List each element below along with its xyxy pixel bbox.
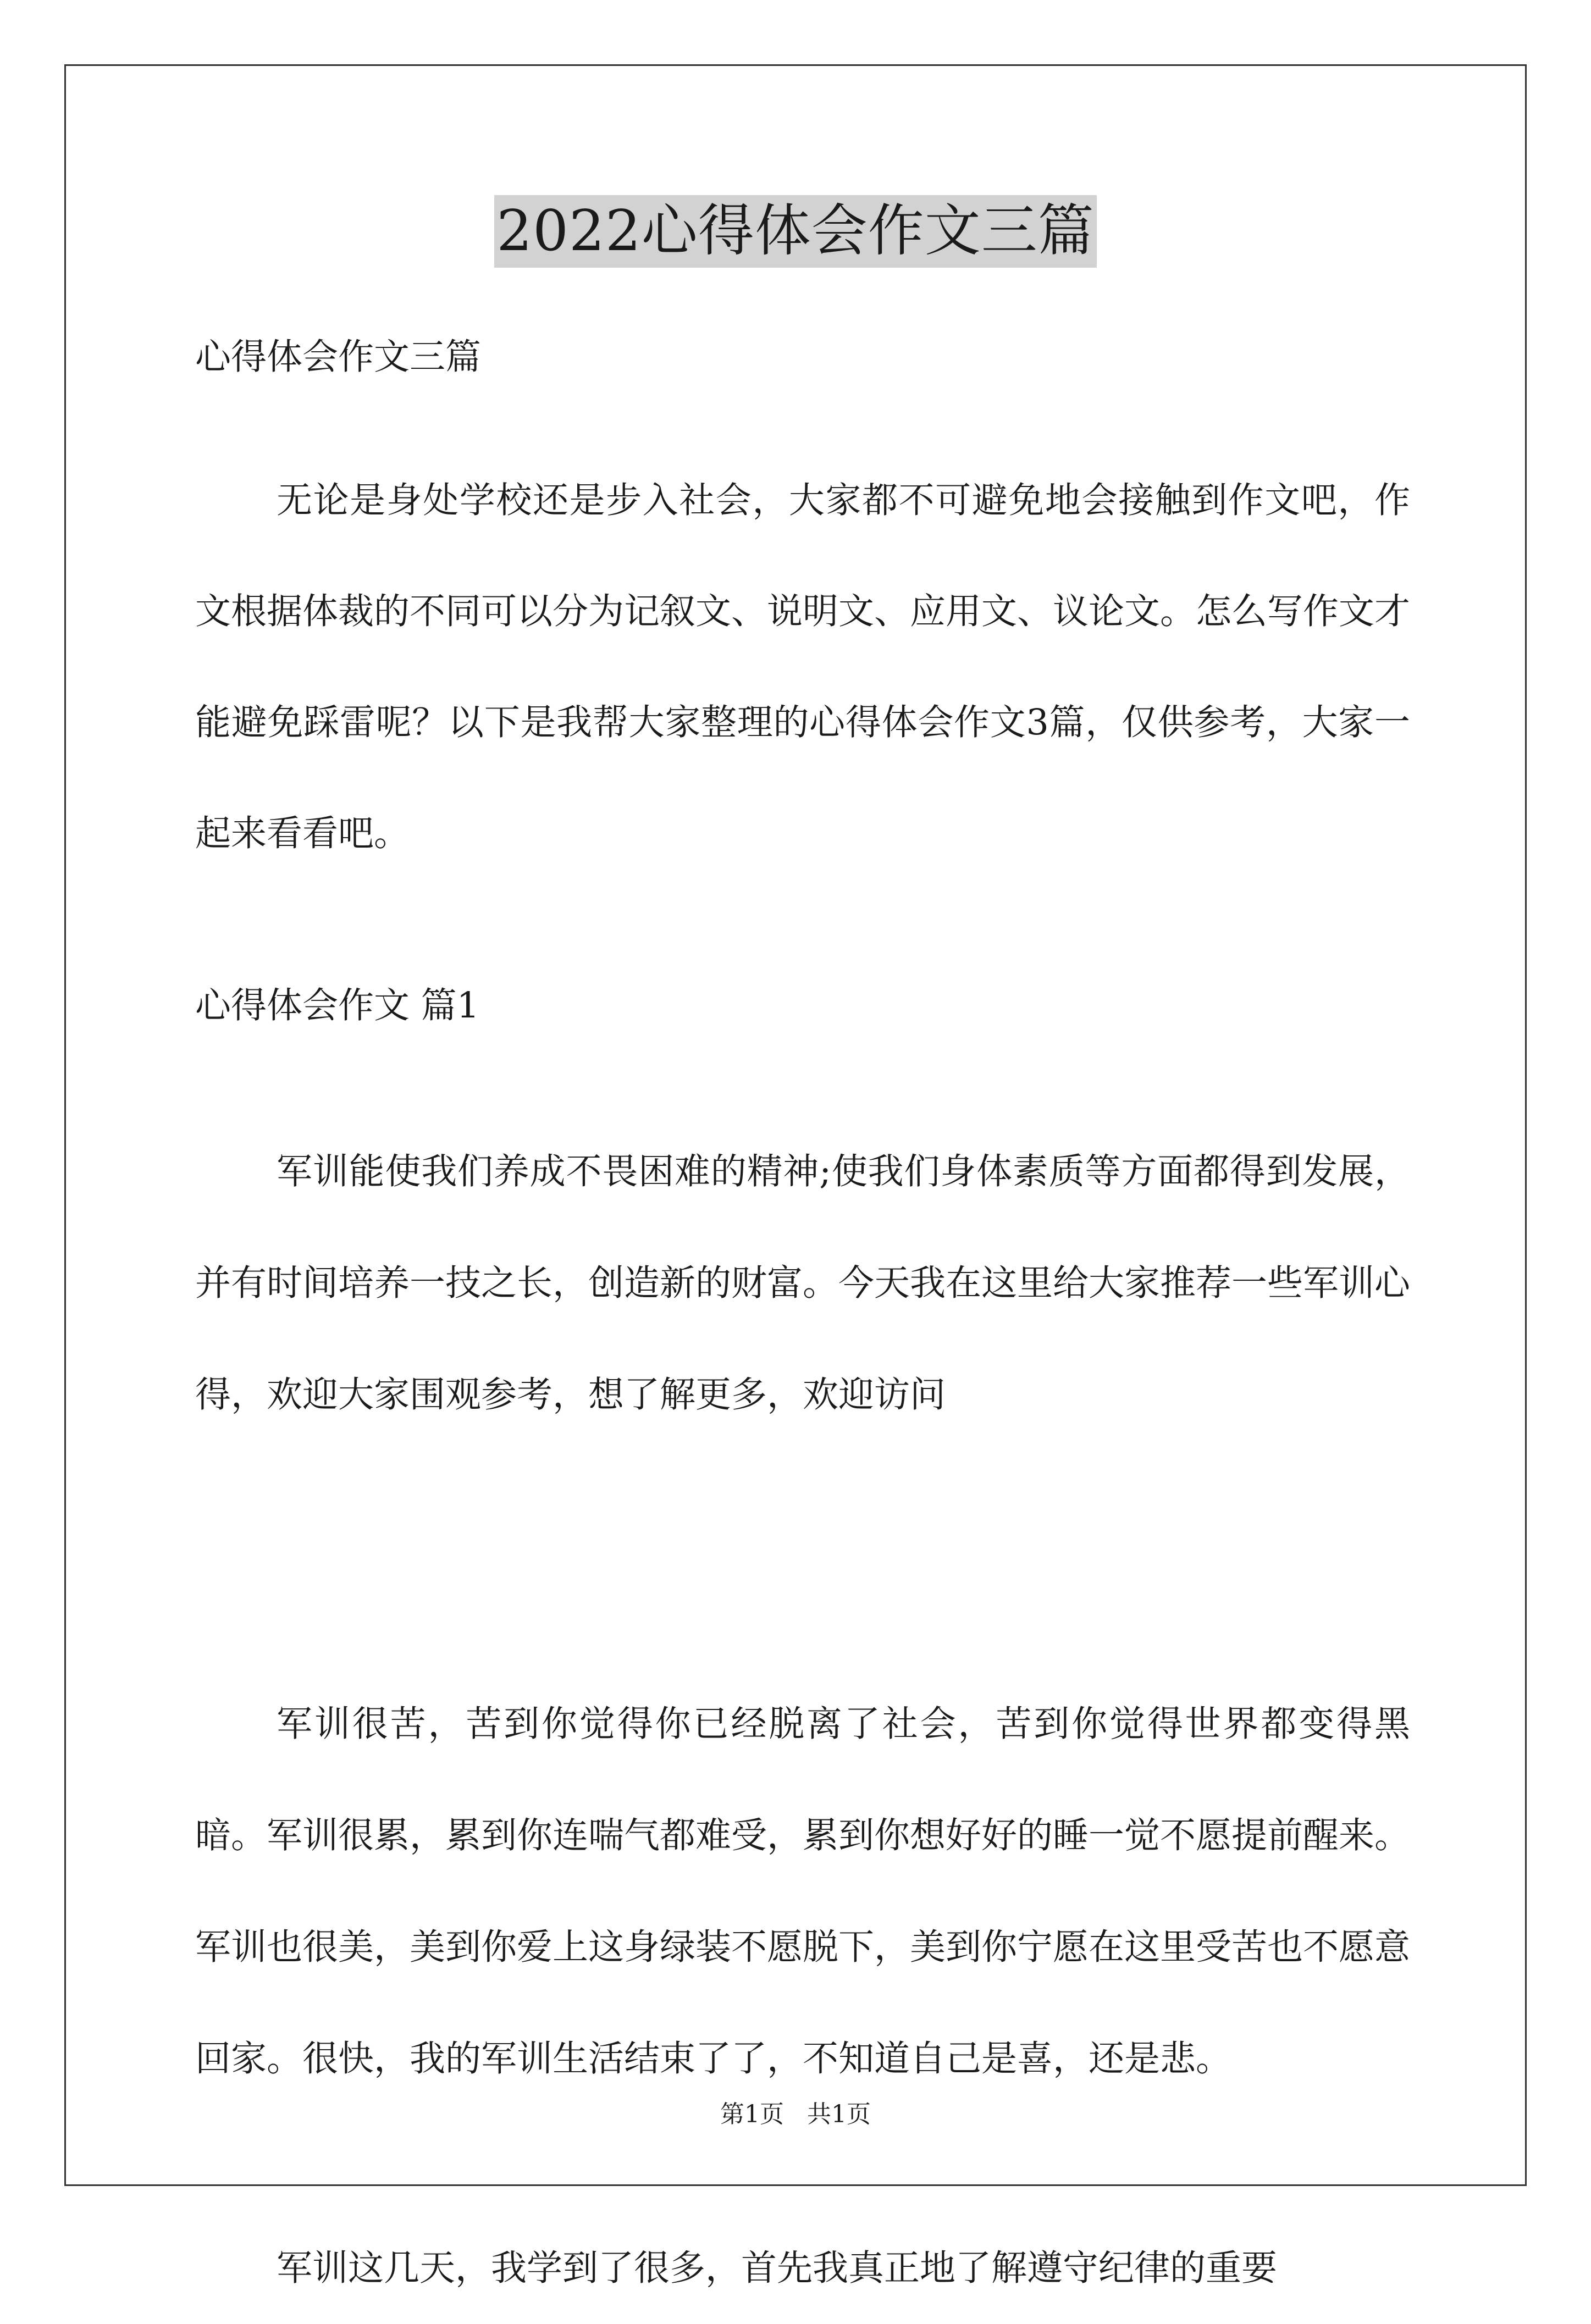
page-total: 共1页 xyxy=(807,2100,871,2128)
page-number: 第1页 xyxy=(720,2100,784,2128)
title-container xyxy=(0,195,1591,268)
body-paragraph: 军训能使我们养成不畏困难的精神;使我们身体素质等方面都得到发展，并有时间培养一技之长，创造新的财富。今天我在这里给大家推荐一些军训心得，欢迎大家围观参考，想了解更多，欢迎访问 xyxy=(195,1151,1411,1415)
document-title: 2022心得体会作文三篇 xyxy=(494,195,1097,268)
body-paragraph: 军训这几天，我学到了很多，首先我真正地了解遵守纪律的重要 xyxy=(277,2248,1278,2289)
section-heading: 心得体会作文 篇1 xyxy=(195,985,480,1026)
intro-paragraph: 无论是身处学校还是步入社会，大家都不可避免地会接触到作文吧，作文根据体裁的不同可以分为记叙文、说明文、应用文、议论文。怎么写作文才能避免踩雷呢？以下是我帮大家整理的心得体会作文3篇，仅供参考，大家一起来看看吧。 xyxy=(195,480,1411,854)
body-paragraph: 军训很苦，苦到你觉得你已经脱离了社会，苦到你觉得世界都变得黑暗。军训很累，累到你连喘气都难受，累到你想好好的睡一觉不愿提前醒来。军训也很美，美到你爱上这身绿装不愿脱下，美到你宁愿在这里受苦也不愿意回家。很快，我的军训生活结束了了，不知道自己是喜，还是悲。 xyxy=(195,1703,1411,2079)
page-footer xyxy=(0,2098,1591,2131)
document-subtitle: 心得体会作文三篇 xyxy=(195,336,482,378)
